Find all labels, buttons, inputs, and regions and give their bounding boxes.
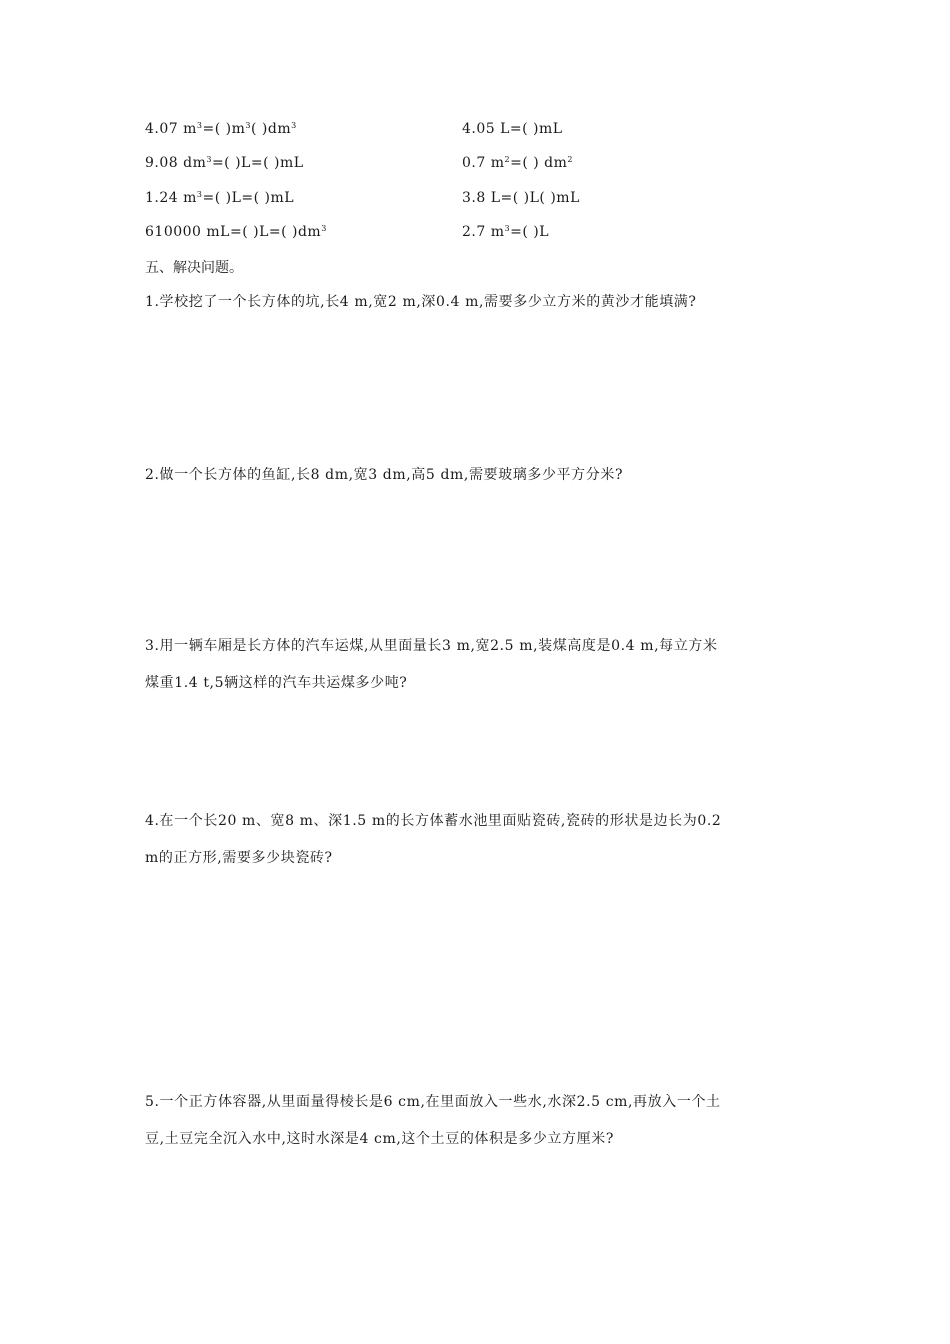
problem-4-line-2: m的正方形,需要多少块瓷砖?	[145, 850, 333, 866]
conversion-item-2: 4.05 L=( )mL	[462, 121, 563, 137]
problem-1: 1.学校挖了一个长方体的坑,长4 m,宽2 m,深0.4 m,需要多少立方米的黄沙才能填满?	[145, 294, 697, 310]
problem-5-line-2: 豆,土豆完全沉入水中,这时水深是4 cm,这个土豆的体积是多少立方厘米?	[145, 1131, 614, 1147]
conversion-item-5: 1.24 $m^3=$( )L=( )mL	[145, 190, 295, 206]
problem-5-line-1: 5.一个正方体容器,从里面量得棱长是6 cm,在里面放入一些水,水深2.5 cm,再放入一个土	[145, 1094, 721, 1110]
conversion-item-4: 0.7 $m^2=$( ) $dm^2$	[462, 155, 573, 171]
conversion-item-3: 9.08 $dm^3=$( )L=( )mL	[145, 155, 304, 171]
section-title: 五、解决问题。	[145, 260, 243, 276]
conversion-item-8: 2.7 $m^3=$( )L	[462, 224, 549, 240]
conversion-item-1: 4.07 $m^3=$( )$m^3$( )$dm^3$	[145, 121, 297, 137]
conversion-item-7: 610000 mL=( )L=( )$dm^3$	[145, 224, 327, 240]
problem-2: 2.做一个长方体的鱼缸,长8 dm,宽3 dm,高5 dm,需要玻璃多少平方分米?	[145, 467, 624, 483]
problem-3-line-2: 煤重1.4 t,5辆这样的汽车共运煤多少吨?	[145, 675, 408, 691]
problem-4-line-1: 4.在一个长20 m、宽8 m、深1.5 m的长方体蓄水池里面贴瓷砖,瓷砖的形状是边长为0.2	[145, 813, 722, 829]
problem-3-line-1: 3.用一辆车厢是长方体的汽车运煤,从里面量长3 m,宽2.5 m,装煤高度是0.4 m,每立方米	[145, 638, 718, 654]
conversion-item-6: 3.8 L=( )L( )mL	[462, 190, 580, 206]
